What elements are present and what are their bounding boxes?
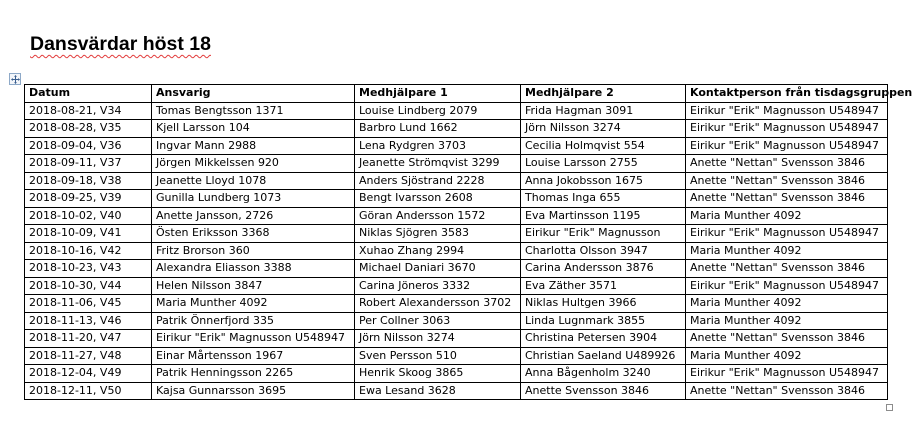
document-title: Dansvärdar höst 18 [30,33,211,55]
cell-datum[interactable]: 2018-12-04, V49 [25,365,152,383]
cell-ansvarig[interactable]: Ingvar Mann 2988 [152,137,355,155]
cell-ansvarig[interactable]: Kjell Larsson 104 [152,120,355,138]
cell-kontaktperson[interactable]: Eirikur "Erik" Magnusson U548947 [686,365,888,383]
cell-datum[interactable]: 2018-10-30, V44 [25,277,152,295]
cell-medhjalpare-2[interactable]: Thomas Inga 655 [521,190,686,208]
cell-datum[interactable]: 2018-09-25, V39 [25,190,152,208]
table-row [25,312,888,330]
cell-datum[interactable]: 2018-10-16, V42 [25,242,152,260]
cell-ansvarig[interactable]: Gunilla Lundberg 1073 [152,190,355,208]
cell-ansvarig[interactable]: Fritz Brorson 360 [152,242,355,260]
cell-medhjalpare-2[interactable]: Christian Saeland U489926 [521,347,686,365]
cell-medhjalpare-1[interactable]: Michael Daniari 3670 [355,260,521,278]
table-row [25,225,888,243]
table-move-handle-icon[interactable] [9,73,21,85]
cell-kontaktperson[interactable]: Anette "Nettan" Svensson 3846 [686,172,888,190]
schedule-table [24,84,913,400]
header-kontaktperson[interactable]: Kontaktperson från tisdagsgruppen [686,85,888,103]
cell-kontaktperson[interactable]: Maria Munther 4092 [686,312,888,330]
table-header-row [25,85,888,103]
table-row [25,102,888,120]
cell-kontaktperson[interactable]: Eirikur "Erik" Magnusson U548947 [686,137,888,155]
cell-datum[interactable]: 2018-08-21, V34 [25,102,152,120]
cell-kontaktperson[interactable]: Anette "Nettan" Svensson 3846 [686,155,888,173]
cell-ansvarig[interactable]: Jörgen Mikkelssen 920 [152,155,355,173]
header-medhjalpare-2[interactable]: Medhjälpare 2 [521,85,686,103]
cell-datum[interactable]: 2018-09-04, V36 [25,137,152,155]
table-row [25,120,888,138]
cell-kontaktperson[interactable]: Maria Munther 4092 [686,207,888,225]
cell-medhjalpare-1[interactable]: Bengt Ivarsson 2608 [355,190,521,208]
cell-datum[interactable]: 2018-12-11, V50 [25,382,152,400]
header-datum[interactable]: Datum [25,85,152,103]
cell-ansvarig[interactable]: Kajsa Gunnarsson 3695 [152,382,355,400]
cell-kontaktperson[interactable]: Eirikur "Erik" Magnusson U548947 [686,225,888,243]
header-ansvarig[interactable]: Ansvarig [152,85,355,103]
cell-datum[interactable]: 2018-11-06, V45 [25,295,152,313]
table-row [25,190,888,208]
cell-ansvarig[interactable]: Patrik Henningsson 2265 [152,365,355,383]
cell-ansvarig[interactable]: Tomas Bengtsson 1371 [152,102,355,120]
cell-medhjalpare-2[interactable]: Eva Martinsson 1195 [521,207,686,225]
cell-ansvarig[interactable]: Eirikur "Erik" Magnusson U548947 [152,330,355,348]
table-row [25,347,888,365]
cell-medhjalpare-2[interactable]: Cecilia Holmqvist 554 [521,137,686,155]
cell-medhjalpare-1[interactable]: Henrik Skoog 3865 [355,365,521,383]
cell-kontaktperson[interactable]: Maria Munther 4092 [686,295,888,313]
table-row [25,330,888,348]
table-row [25,382,888,400]
cell-kontaktperson[interactable]: Eirikur "Erik" Magnusson U548947 [686,102,888,120]
cell-medhjalpare-2[interactable]: Frida Hagman 3091 [521,102,686,120]
cell-medhjalpare-1[interactable]: Louise Lindberg 2079 [355,102,521,120]
cell-ansvarig[interactable]: Helen Nilsson 3847 [152,277,355,295]
table-row [25,277,888,295]
cell-medhjalpare-1[interactable]: Ewa Lesand 3628 [355,382,521,400]
table-row [25,172,888,190]
cell-datum[interactable]: 2018-09-18, V38 [25,172,152,190]
cell-medhjalpare-2[interactable]: Carina Andersson 3876 [521,260,686,278]
cell-medhjalpare-2[interactable]: Anna Bågenholm 3240 [521,365,686,383]
cell-medhjalpare-2[interactable]: Anette Svensson 3846 [521,382,686,400]
cell-medhjalpare-2[interactable]: Niklas Hultgen 3966 [521,295,686,313]
cell-medhjalpare-1[interactable]: Lena Rydgren 3703 [355,137,521,155]
cell-medhjalpare-1[interactable]: Carina Jöneros 3332 [355,277,521,295]
table-body [25,102,888,400]
table-row [25,260,888,278]
cell-medhjalpare-2[interactable]: Jörn Nilsson 3274 [521,120,686,138]
cell-ansvarig[interactable]: Östen Eriksson 3368 [152,225,355,243]
cell-medhjalpare-2[interactable]: Christina Petersen 3904 [521,330,686,348]
table-row [25,155,888,173]
table-row [25,295,888,313]
cell-datum[interactable]: 2018-11-13, V46 [25,312,152,330]
cell-kontaktperson[interactable]: Anette "Nettan" Svensson 3846 [686,260,888,278]
cell-datum[interactable]: 2018-10-02, V40 [25,207,152,225]
cell-datum[interactable]: 2018-10-23, V43 [25,260,152,278]
cell-kontaktperson[interactable]: Eirikur "Erik" Magnusson U548947 [686,120,888,138]
cell-kontaktperson[interactable]: Anette "Nettan" Svensson 3846 [686,330,888,348]
cell-ansvarig[interactable]: Anette Jansson, 2726 [152,207,355,225]
cell-ansvarig[interactable]: Maria Munther 4092 [152,295,355,313]
table-row [25,242,888,260]
table-row [25,137,888,155]
cell-medhjalpare-2[interactable]: Eirikur "Erik" Magnusson [521,225,686,243]
header-medhjalpare-1[interactable]: Medhjälpare 1 [355,85,521,103]
cell-ansvarig[interactable]: Jeanette Lloyd 1078 [152,172,355,190]
cell-ansvarig[interactable]: Einar Mårtensson 1967 [152,347,355,365]
cell-medhjalpare-2[interactable]: Louise Larsson 2755 [521,155,686,173]
cell-kontaktperson[interactable]: Maria Munther 4092 [686,347,888,365]
move-arrows-icon [11,75,20,84]
cell-medhjalpare-1[interactable]: Robert Alexandersson 3702 [355,295,521,313]
cell-medhjalpare-2[interactable]: Charlotta Olsson 3947 [521,242,686,260]
cell-datum[interactable]: 2018-08-28, V35 [25,120,152,138]
table-row [25,207,888,225]
cell-medhjalpare-1[interactable]: Niklas Sjögren 3583 [355,225,521,243]
cell-medhjalpare-1[interactable]: Xuhao Zhang 2994 [355,242,521,260]
cell-ansvarig[interactable]: Alexandra Eliasson 3388 [152,260,355,278]
cell-kontaktperson[interactable]: Anette "Nettan" Svensson 3846 [686,382,888,400]
cell-medhjalpare-1[interactable]: Göran Andersson 1572 [355,207,521,225]
cell-datum[interactable]: 2018-11-20, V47 [25,330,152,348]
cell-medhjalpare-1[interactable]: Jörn Nilsson 3274 [355,330,521,348]
table-row [25,365,888,383]
cell-ansvarig[interactable]: Patrik Önnerfjord 335 [152,312,355,330]
cell-datum[interactable]: 2018-10-09, V41 [25,225,152,243]
cell-medhjalpare-2[interactable]: Eva Zäther 3571 [521,277,686,295]
cell-medhjalpare-1[interactable]: Anders Sjöstrand 2228 [355,172,521,190]
cell-datum[interactable]: 2018-09-11, V37 [25,155,152,173]
cell-medhjalpare-2[interactable]: Linda Lugnmark 3855 [521,312,686,330]
cell-kontaktperson[interactable]: Eirikur "Erik" Magnusson U548947 [686,277,888,295]
cell-kontaktperson[interactable]: Maria Munther 4092 [686,242,888,260]
table-resize-handle-icon[interactable] [886,404,893,411]
cell-medhjalpare-1[interactable]: Sven Persson 510 [355,347,521,365]
cell-medhjalpare-1[interactable]: Per Collner 3063 [355,312,521,330]
cell-medhjalpare-2[interactable]: Anna Jokobsson 1675 [521,172,686,190]
cell-kontaktperson[interactable]: Anette "Nettan" Svensson 3846 [686,190,888,208]
cell-datum[interactable]: 2018-11-27, V48 [25,347,152,365]
cell-medhjalpare-1[interactable]: Jeanette Strömqvist 3299 [355,155,521,173]
cell-medhjalpare-1[interactable]: Barbro Lund 1662 [355,120,521,138]
